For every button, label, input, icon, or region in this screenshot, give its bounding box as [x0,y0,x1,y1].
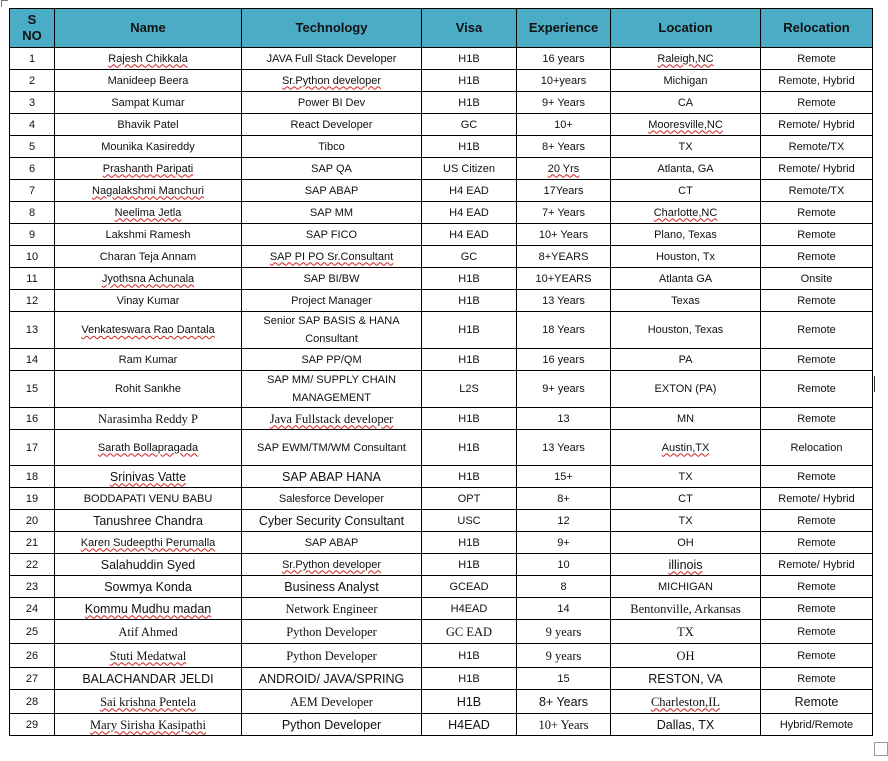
technology-cell: Python Developer [242,644,422,668]
name-cell [55,180,242,202]
location-text: Charleston,IL [650,694,721,709]
location-cell: TX [611,510,761,532]
name-cell: BODDAPATI VENU BABU [55,488,242,510]
header-sno: S NO [10,9,55,48]
technology-cell: SAP ABAP HANA [242,466,422,488]
experience-cell: 10+ Years [517,224,611,246]
table-row [10,430,873,466]
table-row [10,202,873,224]
relocation-cell: Remote/TX [761,180,873,202]
technology-cell [242,554,422,576]
name-cell: Ram Kumar [55,349,242,371]
header-relocation: Relocation [761,9,873,48]
sno-cell: 2 [10,70,55,92]
experience-cell: 10 [517,554,611,576]
experience-cell: 9 years [517,644,611,668]
name-cell [55,268,242,290]
technology-cell: JAVA Full Stack Developer [242,48,422,70]
visa-cell: H4 EAD [422,224,517,246]
table-row [10,532,873,554]
name-cell: Lakshmi Ramesh [55,224,242,246]
location-cell [611,430,761,466]
name-cell: Narasimha Reddy P [55,408,242,430]
table-row [10,714,873,736]
name-cell: Manideep Beera [55,70,242,92]
experience-cell: 18 Years [517,312,611,349]
technology-cell [242,246,422,268]
technology-cell: SAP ABAP [242,532,422,554]
name-text: Sai krishna Pentela [100,694,196,709]
relocation-cell: Remote [761,466,873,488]
corner-box [874,742,888,756]
table-row [10,48,873,70]
visa-cell: H1B [422,290,517,312]
sno-cell: 7 [10,180,55,202]
location-cell: Dallas, TX [611,714,761,736]
location-cell: Plano, Texas [611,224,761,246]
name-cell: BALACHANDAR JELDI [55,668,242,690]
name-text: Nagalakshmi Manchuri [92,184,204,197]
technology-cell: Cyber Security Consultant [242,510,422,532]
visa-cell: H1B [422,690,517,714]
name-text: Prashanth Paripati [102,162,194,175]
experience-cell: 8+YEARS [517,246,611,268]
table-row [10,576,873,598]
name-cell: Sowmya Konda [55,576,242,598]
sno-cell: 18 [10,466,55,488]
experience-cell: 9 years [517,620,611,644]
table-row [10,466,873,488]
location-text: illinois [668,557,703,572]
sno-cell: 11 [10,268,55,290]
relocation-cell: Remote [761,408,873,430]
relocation-cell: Remote [761,644,873,668]
sno-cell: 20 [10,510,55,532]
table-row [10,668,873,690]
location-cell: Bentonville, Arkansas [611,598,761,620]
experience-cell: 15+ [517,466,611,488]
name-text: Karen Sudeepthi Perumalla [80,536,216,549]
technology-cell: Project Manager [242,290,422,312]
location-cell: PA [611,349,761,371]
visa-cell: GC [422,114,517,136]
location-text: Mooresville,NC [648,118,723,131]
table-row [10,312,873,349]
location-cell [611,48,761,70]
technology-cell: Python Developer [242,620,422,644]
table-row [10,620,873,644]
relocation-cell: Remote [761,92,873,114]
technology-cell: ANDROID/ JAVA/SPRING [242,668,422,690]
location-cell: OH [611,644,761,668]
experience-cell: 9+ [517,532,611,554]
visa-cell: H4 EAD [422,180,517,202]
location-cell: TX [611,466,761,488]
experience-cell: 8+ Years [517,136,611,158]
visa-cell: OPT [422,488,517,510]
location-cell: EXTON (PA) [611,371,761,408]
technology-cell: Python Developer [242,714,422,736]
experience-cell: 16 years [517,48,611,70]
relocation-cell: Remote/ Hybrid [761,554,873,576]
location-cell: MN [611,408,761,430]
name-text: Mary Sirisha Kasipathi [90,717,206,732]
experience-cell: 13 Years [517,430,611,466]
relocation-cell: Remote [761,668,873,690]
relocation-cell: Remote [761,576,873,598]
name-text: Srinivas Vatte [109,469,187,484]
technology-cell: SAP ABAP [242,180,422,202]
location-cell: Michigan [611,70,761,92]
experience-cell: 12 [517,510,611,532]
sno-cell: 28 [10,690,55,714]
relocation-cell: Remote [761,48,873,70]
sno-cell: 13 [10,312,55,349]
location-cell [611,114,761,136]
table-row [10,158,873,180]
relocation-cell: Remote [761,598,873,620]
relocation-cell: Remote [761,349,873,371]
location-cell [611,690,761,714]
visa-cell: H1B [422,312,517,349]
sno-cell: 19 [10,488,55,510]
sno-cell: 29 [10,714,55,736]
experience-cell: 15 [517,668,611,690]
sno-cell: 10 [10,246,55,268]
location-cell [611,202,761,224]
relocation-cell: Remote/TX [761,136,873,158]
name-cell [55,48,242,70]
location-cell: CA [611,92,761,114]
experience-cell: 14 [517,598,611,620]
sno-cell: 6 [10,158,55,180]
technology-text: SAP PI PO Sr.Consultant [269,250,394,263]
visa-cell: H1B [422,408,517,430]
visa-cell: H1B [422,466,517,488]
visa-cell: L2S [422,371,517,408]
name-cell [55,312,242,349]
table-row [10,349,873,371]
location-cell: TX [611,136,761,158]
relocation-cell: Remote [761,371,873,408]
relocation-cell: Remote [761,690,873,714]
name-cell [55,158,242,180]
name-cell: Mounika Kasireddy [55,136,242,158]
header-name: Name [55,9,242,48]
table-row [10,644,873,668]
technology-cell [242,408,422,430]
sno-cell: 9 [10,224,55,246]
table-row [10,70,873,92]
location-text: Austin,TX [661,441,710,454]
relocation-cell: Remote [761,202,873,224]
technology-cell: Senior SAP BASIS & HANA Consultant [242,312,422,349]
technology-cell: Tibco [242,136,422,158]
visa-cell: H1B [422,48,517,70]
experience-cell: 10+ [517,114,611,136]
name-text: Neelima Jetla [114,206,182,219]
experience-cell: 10+ Years [517,714,611,736]
sno-cell: 23 [10,576,55,598]
visa-cell: H1B [422,70,517,92]
sno-cell: 1 [10,48,55,70]
experience-cell: 8+ Years [517,690,611,714]
table-row [10,510,873,532]
table-row [10,408,873,430]
visa-cell: GC [422,246,517,268]
relocation-cell: Remote [761,532,873,554]
name-text: Rajesh Chikkala [108,52,188,65]
table-row [10,488,873,510]
visa-cell: H1B [422,532,517,554]
sno-cell: 22 [10,554,55,576]
location-cell: OH [611,532,761,554]
relocation-cell: Remote, Hybrid [761,70,873,92]
table-row [10,114,873,136]
candidates-table [9,8,873,736]
header-row [10,9,873,48]
name-cell: Tanushree Chandra [55,510,242,532]
technology-text: Java Fullstack developer [269,411,394,426]
location-cell: Atlanta GA [611,268,761,290]
sno-cell: 27 [10,668,55,690]
sno-cell: 5 [10,136,55,158]
visa-cell: H1B [422,430,517,466]
relocation-cell: Remote [761,620,873,644]
visa-cell: GCEAD [422,576,517,598]
visa-cell: GC EAD [422,620,517,644]
location-cell: RESTON, VA [611,668,761,690]
experience-cell: 7+ Years [517,202,611,224]
location-cell: Houston, Tx [611,246,761,268]
relocation-cell: Remote [761,224,873,246]
experience-cell: 9+ Years [517,92,611,114]
name-cell: Charan Teja Annam [55,246,242,268]
sno-cell: 4 [10,114,55,136]
name-cell: Vinay Kumar [55,290,242,312]
header-technology: Technology [242,9,422,48]
relocation-cell: Remote [761,510,873,532]
header-location: Location [611,9,761,48]
technology-cell: Salesforce Developer [242,488,422,510]
experience-cell [517,158,611,180]
experience-cell: 8+ [517,488,611,510]
name-text: Jyothsna Achunala [101,272,195,285]
table-row [10,268,873,290]
sno-cell: 17 [10,430,55,466]
technology-cell [242,70,422,92]
name-text: Venkateswara Rao Dantala [81,324,215,336]
visa-cell: H4 EAD [422,202,517,224]
table-row [10,554,873,576]
text-cursor [874,376,875,392]
sno-cell: 8 [10,202,55,224]
name-cell: Bhavik Patel [55,114,242,136]
sno-cell: 16 [10,408,55,430]
name-cell: Salahuddin Syed [55,554,242,576]
relocation-cell: Remote [761,290,873,312]
relocation-cell: Hybrid/Remote [761,714,873,736]
name-cell [55,714,242,736]
table-row [10,180,873,202]
experience-cell: 8 [517,576,611,598]
technology-cell: SAP MM/ SUPPLY CHAIN MANAGEMENT [242,371,422,408]
location-cell: CT [611,180,761,202]
experience-cell: 13 [517,408,611,430]
header-experience: Experience [517,9,611,48]
table-row [10,92,873,114]
sno-cell: 14 [10,349,55,371]
technology-cell: Network Engineer [242,598,422,620]
name-text: Sarath Bollapragada [97,441,199,454]
name-cell [55,466,242,488]
relocation-cell: Onsite [761,268,873,290]
visa-cell: H1B [422,668,517,690]
table-row [10,598,873,620]
visa-cell: H1B [422,349,517,371]
technology-text: Sr.Python developer [281,558,382,571]
relocation-cell: Remote [761,312,873,349]
visa-cell: H1B [422,136,517,158]
location-cell: TX [611,620,761,644]
table-row [10,371,873,408]
name-cell [55,430,242,466]
name-text: Kommu Mudhu madan [84,601,212,616]
table-row [10,224,873,246]
technology-cell: SAP QA [242,158,422,180]
location-cell: CT [611,488,761,510]
technology-cell: SAP MM [242,202,422,224]
visa-cell: US Citizen [422,158,517,180]
experience-cell: 10+YEARS [517,268,611,290]
technology-cell: AEM Developer [242,690,422,714]
table-row [10,290,873,312]
technology-cell: SAP EWM/TM/WM Consultant [242,430,422,466]
technology-cell: React Developer [242,114,422,136]
table-row [10,690,873,714]
header-visa: Visa [422,9,517,48]
experience-cell: 17Years [517,180,611,202]
technology-cell: Business Analyst [242,576,422,598]
name-cell: Rohit Sankhe [55,371,242,408]
experience-cell: 16 years [517,349,611,371]
relocation-cell: Remote/ Hybrid [761,114,873,136]
visa-cell: H1B [422,554,517,576]
name-cell [55,598,242,620]
location-text: Raleigh,NC [657,52,714,65]
corner-mark [1,0,8,7]
table-row [10,136,873,158]
table-row [10,246,873,268]
visa-cell: H1B [422,268,517,290]
sno-cell: 21 [10,532,55,554]
technology-cell: SAP FICO [242,224,422,246]
relocation-cell: Remote [761,246,873,268]
name-cell: Atif Ahmed [55,620,242,644]
relocation-cell: Relocation [761,430,873,466]
sno-cell: 15 [10,371,55,408]
experience-cell: 13 Years [517,290,611,312]
location-cell: Atlanta, GA [611,158,761,180]
visa-cell: H4EAD [422,598,517,620]
sno-cell: 12 [10,290,55,312]
location-cell: Texas [611,290,761,312]
visa-cell: H4EAD [422,714,517,736]
technology-cell: SAP PP/QM [242,349,422,371]
location-text: Charlotte,NC [653,206,718,219]
name-text: Stuti Medatwal [109,648,187,663]
name-cell [55,202,242,224]
location-cell [611,554,761,576]
technology-cell: SAP BI/BW [242,268,422,290]
sno-cell: 25 [10,620,55,644]
name-cell [55,532,242,554]
name-cell [55,644,242,668]
technology-text: Sr.Python developer [281,74,382,87]
name-cell [55,690,242,714]
experience-text: 20 Yrs [547,162,580,175]
visa-cell: H1B [422,644,517,668]
location-cell: MICHIGAN [611,576,761,598]
sno-cell: 3 [10,92,55,114]
sno-cell: 24 [10,598,55,620]
visa-cell: H1B [422,92,517,114]
experience-cell: 10+years [517,70,611,92]
visa-cell: USC [422,510,517,532]
experience-cell: 9+ years [517,371,611,408]
technology-cell: Power BI Dev [242,92,422,114]
location-cell: Houston, Texas [611,312,761,349]
name-cell: Sampat Kumar [55,92,242,114]
relocation-cell: Remote/ Hybrid [761,488,873,510]
relocation-cell: Remote/ Hybrid [761,158,873,180]
sno-cell: 26 [10,644,55,668]
